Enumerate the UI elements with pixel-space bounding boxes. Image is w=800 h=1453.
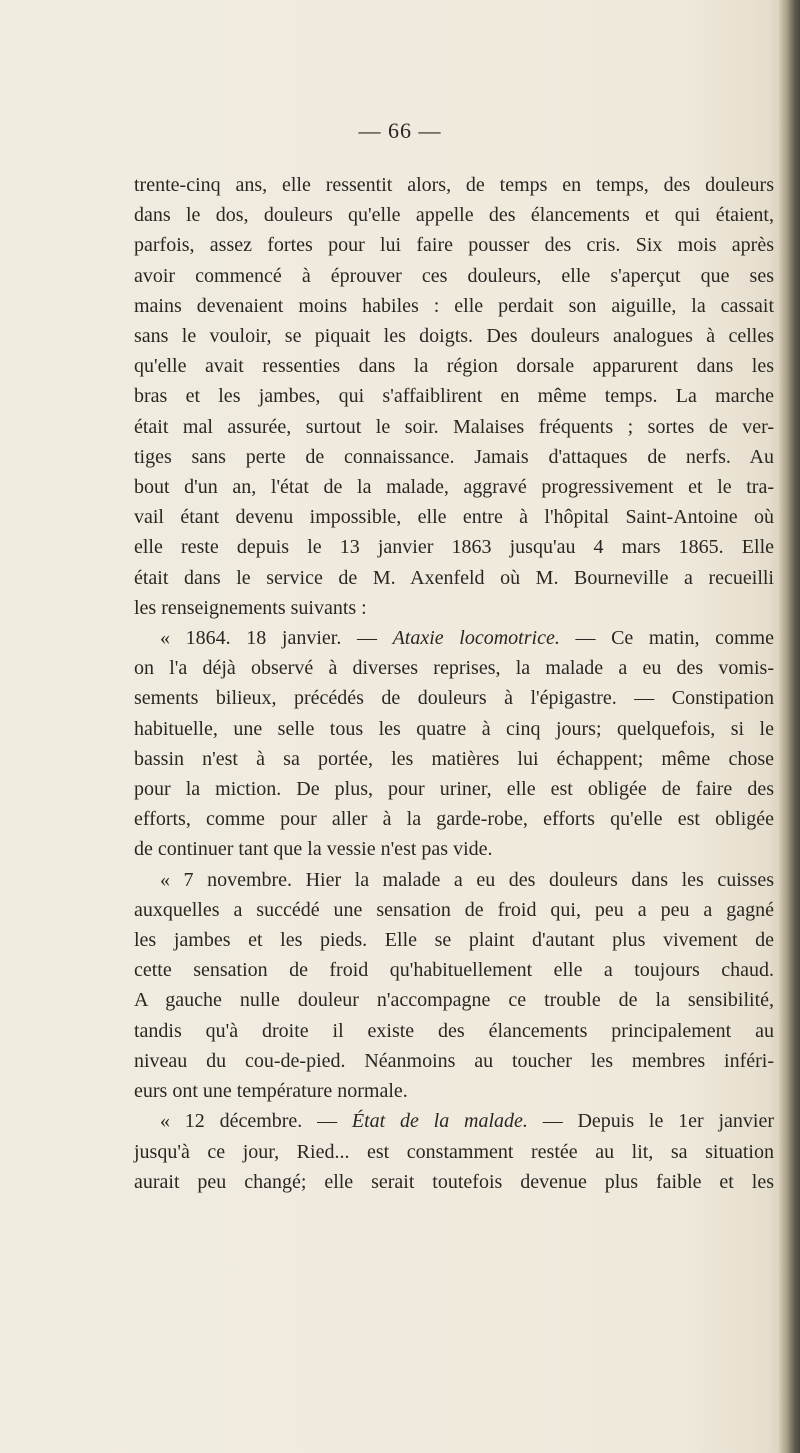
text-line: pour la miction. De plus, pour uriner, elle est obligée de faire des	[134, 778, 774, 801]
paragraph-1	[134, 170, 774, 623]
text-line: dans le dos, douleurs qu'elle appelle des élancements et qui étaient,	[134, 204, 774, 227]
text-line: parfois, assez fortes pour lui faire pousser des cris. Six mois après	[134, 234, 774, 257]
text-line	[134, 1106, 774, 1136]
text-line: « 7 novembre. Hier la malade a eu des douleurs dans les cuisses	[160, 868, 774, 891]
text-line: cette sensation de froid qu'habituellement elle a toujours chaud.	[134, 959, 774, 982]
text-line: avoir commencé à éprouver ces douleurs, elle s'aperçut que ses	[134, 264, 774, 287]
text-line: sans le vouloir, se piquait les doigts. Des douleurs analogues à celles	[134, 325, 774, 348]
text-line: niveau du cou-de-pied. Néanmoins au toucher les membres inféri-	[134, 1049, 774, 1072]
text-line: habituelle, une selle tous les quatre à cinq jours; quelquefois, si le	[134, 717, 774, 740]
text-line: elle reste depuis le 13 janvier 1863 jusqu'au 4 mars 1865. Elle	[134, 536, 774, 559]
text-line: eurs ont une température normale.	[134, 1080, 408, 1103]
text-line: efforts, comme pour aller à la garde-robe, efforts qu'elle est obligée	[134, 808, 774, 831]
text-line: les jambes et les pieds. Elle se plaint d'autant plus vivement de	[134, 929, 774, 952]
text-line: tiges sans perte de connaissance. Jamais d'attaques de nerfs. Au	[134, 445, 774, 468]
page-number: — 66 —	[358, 118, 442, 143]
text-line: de continuer tant que la vessie n'est pas vide.	[134, 838, 493, 861]
text-line: tandis qu'à droite il existe des élancements principalement au	[134, 1019, 774, 1042]
paragraph-3	[134, 865, 774, 1107]
entry-heading: État de la malade.	[351, 1110, 528, 1133]
text-line: qu'elle avait ressenties dans la région dorsale apparurent dans les	[134, 355, 774, 378]
text-line: bassin n'est à sa portée, les matières lui échappent; même chose	[134, 747, 774, 770]
text-line: bras et les jambes, qui s'affaiblirent en même temps. La marche	[134, 385, 774, 408]
page-edge-shadow	[778, 0, 800, 1453]
text-line: était mal assurée, surtout le soir. Malaises fréquents ; sortes de ver-	[134, 415, 774, 438]
text-line: mains devenaient moins habiles : elle perdait son aiguille, la cassait	[134, 294, 774, 317]
text-line: aurait peu changé; elle serait toutefois devenue plus faible et les	[134, 1170, 774, 1193]
text-line	[134, 623, 774, 653]
entry-date: « 1864. 18 janvier. —	[160, 627, 393, 650]
paragraph-2	[134, 623, 774, 865]
entry-intro: — Depuis le 1er janvier	[527, 1110, 775, 1133]
entry-intro: — Ce matin, comme	[559, 627, 774, 650]
entry-heading: Ataxie locomotrice.	[392, 627, 560, 650]
entry-date: « 12 décembre. —	[160, 1110, 352, 1133]
paragraph-4	[134, 1106, 774, 1197]
text-line: trente-cinq ans, elle ressentit alors, de temps en temps, des douleurs	[134, 174, 774, 196]
text-line: auxquelles a succédé une sensation de froid qui, peu a peu a gagné	[134, 898, 774, 921]
text-line: A gauche nulle douleur n'accompagne ce trouble de la sensibilité,	[134, 989, 774, 1012]
text-line: sements bilieux, précédés de douleurs à l'épigastre. — Constipation	[134, 687, 774, 710]
text-line: était dans le service de M. Axenfeld où M. Bourneville a recueilli	[134, 566, 774, 589]
text-line: les renseignements suivants :	[134, 596, 367, 619]
text-line: on l'a déjà observé à diverses reprises, la malade a eu des vomis-	[134, 657, 774, 680]
text-line: bout d'un an, l'état de la malade, aggravé progressivement et le tra-	[134, 476, 774, 499]
body-text	[134, 170, 774, 1197]
text-line: jusqu'à ce jour, Ried... est constamment restée au lit, sa situation	[134, 1140, 774, 1163]
text-line: vail étant devenu impossible, elle entre à l'hôpital Saint-Antoine où	[134, 506, 774, 529]
